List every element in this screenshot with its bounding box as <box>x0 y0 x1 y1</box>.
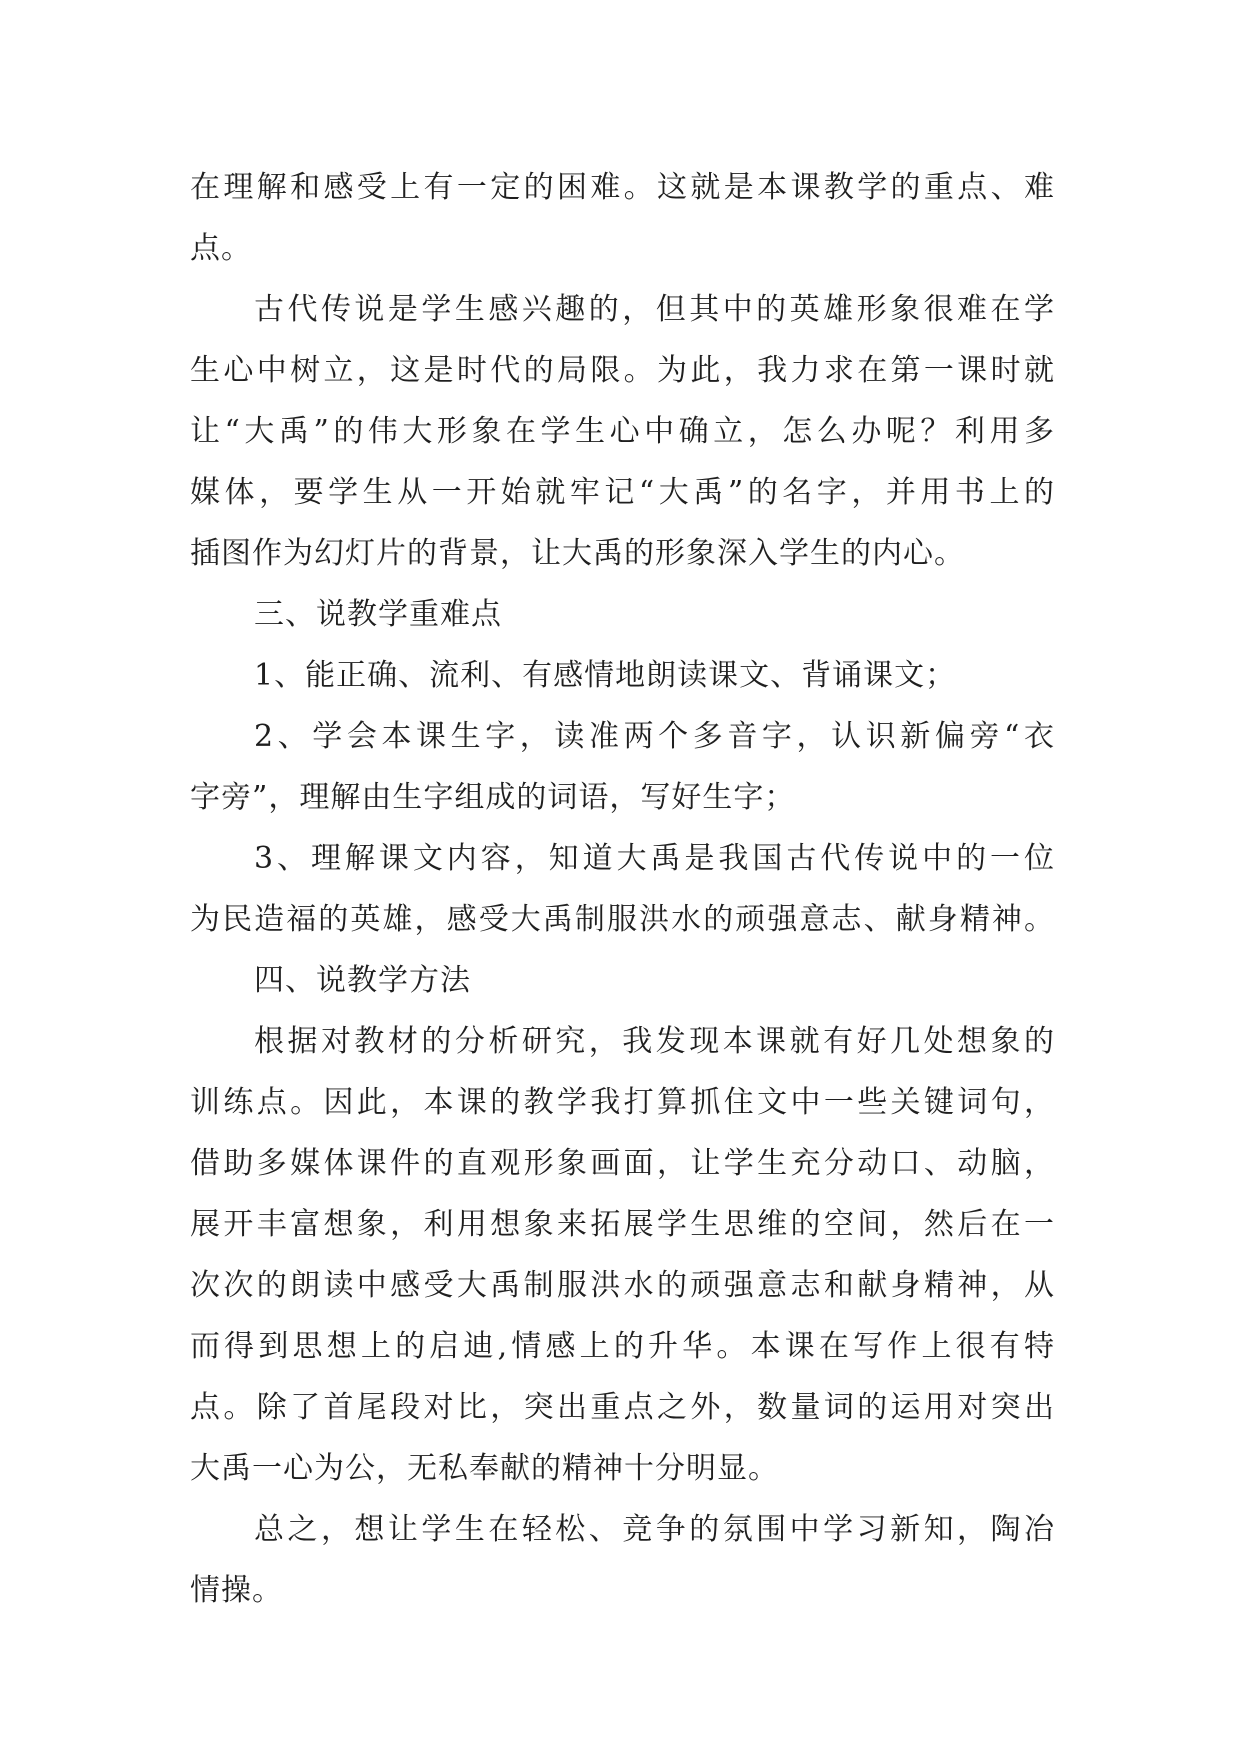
paragraph-first-line: 总之，想让学生在轻松、竞争的氛围中学习新知，陶冶 <box>254 1512 1055 1547</box>
text-line: 点。除了首尾段对比，突出重点之外，数量词的运用对突出 <box>190 1390 1055 1425</box>
text-line: 让“大禹”的伟大形象在学生心中确立，怎么办呢？利用多 <box>190 414 1055 449</box>
text-line: 次次的朗读中感受大禹制服洪水的顽强意志和献身精神，从 <box>190 1268 1055 1303</box>
list-item: 1、能正确、流利、有感情地朗读课文、背诵课文； <box>254 658 957 693</box>
text-line: 大禹一心为公，无私奉献的精神十分明显。 <box>190 1451 779 1486</box>
list-item: 3、理解课文内容，知道大禹是我国古代传说中的一位 <box>254 841 1055 876</box>
text-line: 字旁”，理解由生字组成的词语，写好生字； <box>190 780 796 815</box>
text-line: 插图作为幻灯片的背景，让大禹的形象深入学生的内心。 <box>190 536 965 571</box>
text-line: 情操。 <box>190 1573 283 1608</box>
text-line: 展开丰富想象，利用想象来拓展学生思维的空间，然后在一 <box>190 1207 1055 1242</box>
section-heading: 四、说教学方法 <box>254 963 471 998</box>
text-line: 训练点。因此，本课的教学我打算抓住文中一些关键词句， <box>190 1085 1055 1120</box>
text-line: 生心中树立，这是时代的局限。为此，我力求在第一课时就 <box>190 353 1055 388</box>
paragraph-first-line: 古代传说是学生感兴趣的，但其中的英雄形象很难在学 <box>254 292 1055 327</box>
text-line: 在理解和感受上有一定的困难。这就是本课教学的重点、难 <box>190 170 1055 205</box>
text-line: 媒体，要学生从一开始就牢记“大禹”的名字，并用书上的 <box>190 475 1055 510</box>
document-body <box>190 157 1055 1621</box>
text-line: 而得到思想上的启迪,情感上的升华。本课在写作上很有特 <box>190 1329 1055 1364</box>
text-line: 为民造福的英雄，感受大禹制服洪水的顽强意志、献身精神。 <box>190 902 1055 937</box>
paragraph-first-line: 根据对教材的分析研究，我发现本课就有好几处想象的 <box>254 1024 1055 1059</box>
section-heading: 三、说教学重难点 <box>254 597 502 632</box>
text-line: 点。 <box>190 231 252 266</box>
list-item: 2、学会本课生字，读准两个多音字，认识新偏旁“衣 <box>254 719 1055 754</box>
text-line: 借助多媒体课件的直观形象画面，让学生充分动口、动脑， <box>190 1146 1055 1181</box>
